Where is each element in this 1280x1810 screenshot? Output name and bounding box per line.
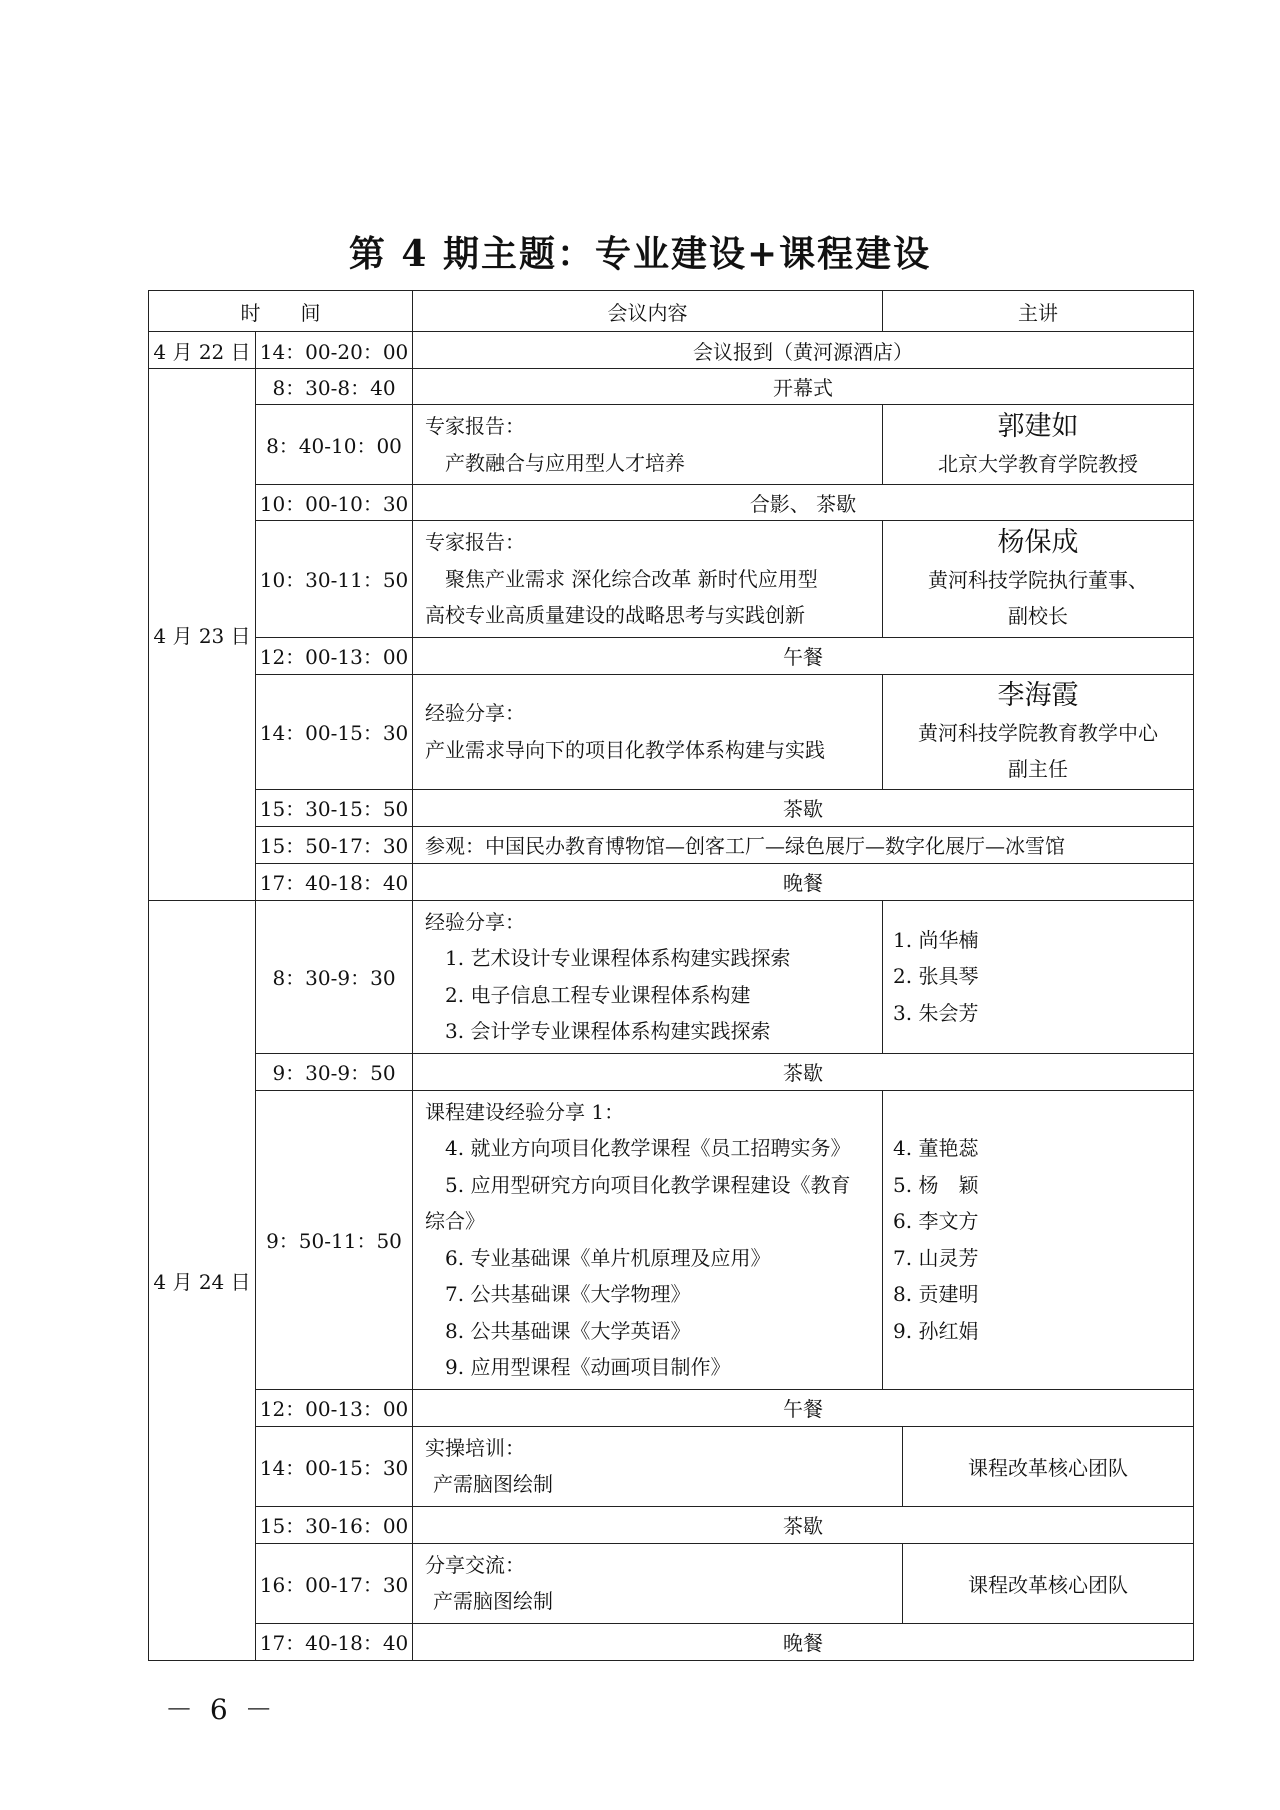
time-cell: 9：30-9：50 xyxy=(256,1053,413,1090)
speaker-cell xyxy=(883,405,1194,485)
speaker-cell xyxy=(883,674,1194,789)
session-content: 合影、 茶歇 xyxy=(413,485,1194,521)
time-cell: 15：30-15：50 xyxy=(256,789,413,826)
session-topic: 高校专业高质量建设的战略思考与实践创新 xyxy=(425,603,805,627)
header-time: 时 间 xyxy=(149,291,413,332)
session-topic: 9. 应用型课程《动画项目制作》 xyxy=(445,1355,731,1379)
time-cell: 17：40-18：40 xyxy=(256,1623,413,1660)
speaker-cell: 课程改革核心团队 xyxy=(903,1426,1194,1506)
session-content: 会议报到（黄河源酒店） xyxy=(413,332,1194,369)
session-content: 参观：中国民办教育博物馆—创客工厂—绿色展厅—数字化展厅—冰雪馆 xyxy=(413,826,1194,863)
session-label: 课程建设经验分享 1： xyxy=(425,1099,625,1124)
session-topic: 5. 应用型研究方向项目化教学课程建设《教育 xyxy=(445,1172,851,1197)
speaker-item: 2. 张具琴 xyxy=(893,964,979,989)
table-row xyxy=(149,863,1194,900)
speaker-item: 1. 尚华楠 xyxy=(893,927,979,952)
table-row xyxy=(149,674,1194,789)
time-cell: 12：00-13：00 xyxy=(256,637,413,674)
header-row xyxy=(149,291,1194,332)
page-title: 第 4 期主题：专业建设+课程建设 xyxy=(348,233,932,275)
session-content xyxy=(413,900,883,1053)
session-content xyxy=(413,405,883,485)
speaker-title: 副校长 xyxy=(1008,603,1068,628)
table-row xyxy=(149,369,1194,405)
table-row xyxy=(149,332,1194,369)
time-cell: 8：30-9：30 xyxy=(256,900,413,1053)
table-row xyxy=(149,485,1194,521)
session-content: 晚餐 xyxy=(413,863,1194,900)
table-row xyxy=(149,826,1194,863)
speaker-title: 黄河科技学院执行董事、 xyxy=(928,567,1148,592)
table-row xyxy=(149,405,1194,485)
session-topic: 综合》 xyxy=(425,1209,485,1233)
speaker-item: 6. 李文方 xyxy=(893,1209,979,1233)
session-topic: 4. 就业方向项目化教学课程《员工招聘实务》 xyxy=(445,1136,851,1160)
header-speaker: 主讲 xyxy=(883,291,1194,332)
header-content: 会议内容 xyxy=(413,291,883,332)
date-cell: 4 月 23 日 xyxy=(149,369,256,901)
speaker-name: 郭建如 xyxy=(997,410,1079,442)
session-topic: 产教融合与应用型人才培养 xyxy=(445,450,685,475)
time-cell: 10：00-10：30 xyxy=(256,485,413,521)
date-cell: 4 月 22 日 xyxy=(149,332,256,369)
speaker-title: 北京大学教育学院教授 xyxy=(938,451,1138,476)
date-cell: 4 月 24 日 xyxy=(149,900,256,1660)
speaker-item: 9. 孙红娟 xyxy=(893,1318,979,1343)
time-cell: 16：00-17：30 xyxy=(256,1543,413,1623)
speaker-item: 3. 朱会芳 xyxy=(893,1000,979,1025)
session-topic: 聚焦产业需求 深化综合改革 新时代应用型 xyxy=(445,566,818,591)
speaker-title: 黄河科技学院教育教学中心 xyxy=(918,720,1158,745)
speaker-list xyxy=(883,1090,1194,1389)
table-row xyxy=(149,637,1194,674)
session-topic: 3. 会计学专业课程体系构建实践探索 xyxy=(445,1019,771,1043)
table-row xyxy=(149,1426,1194,1506)
schedule-table xyxy=(148,290,1194,1661)
session-topic: 8. 公共基础课《大学英语》 xyxy=(445,1318,691,1343)
time-cell: 14：00-15：30 xyxy=(256,674,413,789)
session-topic: 产需脑图绘制 xyxy=(433,1589,553,1613)
table-row xyxy=(149,1506,1194,1543)
session-label: 分享交流： xyxy=(425,1552,525,1577)
session-content xyxy=(413,674,883,789)
speaker-list xyxy=(883,900,1194,1053)
speaker-item: 7. 山灵芳 xyxy=(893,1245,979,1270)
time-cell: 15：50-17：30 xyxy=(256,826,413,863)
session-content xyxy=(413,1090,883,1389)
session-content xyxy=(413,1543,903,1623)
session-label: 专家报告： xyxy=(425,414,525,438)
time-cell: 14：00-15：30 xyxy=(256,1426,413,1506)
time-cell: 10：30-11：50 xyxy=(256,521,413,638)
table-row xyxy=(149,1543,1194,1623)
time-cell: 12：00-13：00 xyxy=(256,1389,413,1426)
time-cell: 15：30-16：00 xyxy=(256,1506,413,1543)
session-content: 茶歇 xyxy=(413,1053,1194,1090)
time-cell: 8：40-10：00 xyxy=(256,405,413,485)
page-number: － 6 － xyxy=(165,1693,277,1726)
session-content: 茶歇 xyxy=(413,1506,1194,1543)
session-content xyxy=(413,1426,903,1506)
session-content: 茶歇 xyxy=(413,789,1194,826)
session-label: 经验分享： xyxy=(425,701,525,725)
session-topic: 产业需求导向下的项目化教学体系构建与实践 xyxy=(425,737,825,762)
time-cell: 17：40-18：40 xyxy=(256,863,413,900)
speaker-name: 李海霞 xyxy=(997,679,1079,711)
table-row xyxy=(149,1623,1194,1660)
speaker-title: 副主任 xyxy=(1008,756,1068,781)
time-cell: 14：00-20：00 xyxy=(256,332,413,369)
speaker-cell xyxy=(883,521,1194,638)
session-label: 经验分享： xyxy=(425,909,525,934)
table-row xyxy=(149,900,1194,1053)
table-row xyxy=(149,789,1194,826)
table-row xyxy=(149,1090,1194,1389)
speaker-name: 杨保成 xyxy=(997,526,1079,558)
table-row xyxy=(149,1053,1194,1090)
session-content: 晚餐 xyxy=(413,1623,1194,1660)
session-content: 午餐 xyxy=(413,637,1194,674)
time-cell: 9：50-11：50 xyxy=(256,1090,413,1389)
session-topic: 1. 艺术设计专业课程体系构建实践探索 xyxy=(445,946,791,970)
session-content xyxy=(413,521,883,638)
table-row xyxy=(149,521,1194,638)
session-label: 实操培训： xyxy=(425,1435,525,1460)
session-topic: 7. 公共基础课《大学物理》 xyxy=(445,1282,691,1306)
session-content: 午餐 xyxy=(413,1389,1194,1426)
speaker-item: 8. 贡建明 xyxy=(893,1282,979,1306)
session-topic: 6. 专业基础课《单片机原理及应用》 xyxy=(445,1245,771,1270)
table-row xyxy=(149,1389,1194,1426)
session-label: 专家报告： xyxy=(425,530,525,554)
session-topic: 产需脑图绘制 xyxy=(433,1472,553,1496)
time-cell: 8：30-8：40 xyxy=(256,369,413,405)
session-topic: 2. 电子信息工程专业课程体系构建 xyxy=(445,982,751,1007)
speaker-item: 5. 杨 颖 xyxy=(893,1172,979,1197)
session-content: 开幕式 xyxy=(413,369,1194,405)
speaker-item: 4. 董艳蕊 xyxy=(893,1136,979,1160)
speaker-cell: 课程改革核心团队 xyxy=(903,1543,1194,1623)
